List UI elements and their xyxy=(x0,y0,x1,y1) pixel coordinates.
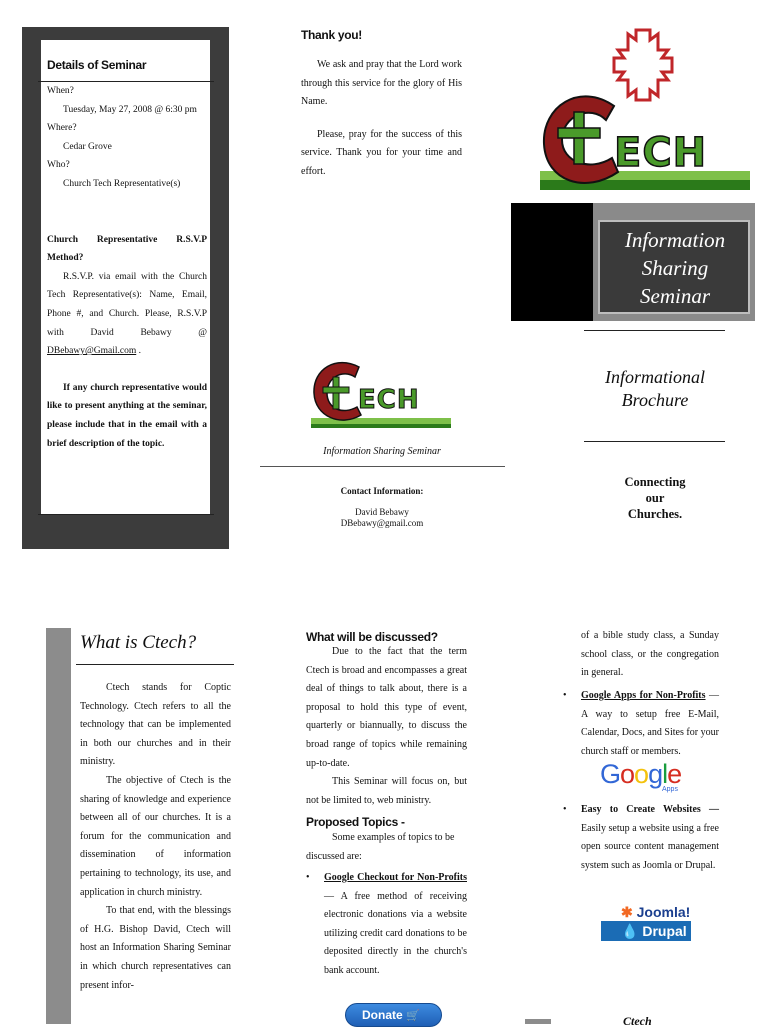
bullet-icon: • xyxy=(563,690,567,701)
who-label: Who? xyxy=(47,160,70,171)
discussed-p1: Due to the fact that the term Ctech is broad and encompasses a great deal of things to talk about, there is a proposal to hold this type of event, quarterly or biannually, to discuss the broad range of topics while remaining up-to-date. xyxy=(306,646,467,769)
divider xyxy=(260,466,505,467)
topics-heading: Proposed Topics - xyxy=(306,815,405,829)
when-value: Tuesday, May 27, 2008 @ 6:30 pm xyxy=(63,104,197,115)
ctech-logo-large xyxy=(540,26,752,196)
subtitle-line: Informational xyxy=(604,367,705,387)
thanks-body xyxy=(301,56,462,182)
col3-continuation: of a bible study class, a Sunday school class, or the congregation in general. xyxy=(581,630,719,679)
joomla-label: Joomla! xyxy=(636,904,691,920)
what-is-p3: To that end, with the blessings of H.G. Bishop David, Ctech will host an Information Sharing Seminar in which church representatives can present infor- xyxy=(80,905,231,991)
rsvp-body: R.S.V.P. via email with the Church Tech Representative(s): Name, Email, Phone #, and Church. Please, R.S.V.P with David Bebawy @ xyxy=(47,271,207,338)
divider xyxy=(76,664,234,665)
cms-logos xyxy=(601,903,691,945)
logo-ech-text: ECH xyxy=(614,130,708,176)
side-bar xyxy=(46,628,71,1024)
logo-ech-text: ECH xyxy=(358,385,420,415)
joomla-icon: ✱ xyxy=(621,904,633,920)
subtitle-line: Brochure xyxy=(621,390,689,410)
cover-title-line: Sharing xyxy=(641,256,709,280)
tagline-line: Churches. xyxy=(627,507,683,521)
what-is-p2: The objective of Ctech is the sharing of knowledge and experience between all of our churches. It is a forum for the communication and dissemination of information pertaining to technology, its use, and application in church ministry. xyxy=(80,774,231,898)
topic-item-1 xyxy=(306,869,467,981)
present-text: If any church representative would like to present anything at the seminar, please include that in the email with a brief description of the topic. xyxy=(47,382,207,449)
footer-ctech: Ctech xyxy=(623,1014,652,1028)
topic-item-2 xyxy=(563,687,720,761)
topic-1-title[interactable]: Google Checkout for Non-Profits xyxy=(324,872,467,883)
donate-button[interactable] xyxy=(345,1003,442,1027)
divider xyxy=(38,514,214,515)
tagline-line: Connecting xyxy=(624,475,686,489)
what-is-body xyxy=(80,679,231,995)
who-value: Church Tech Representative(s) xyxy=(63,178,181,189)
what-is-p1: Ctech stands for Coptic Technology. Ctech refers to all the technology that can be implemented in both our churches and in their ministry. xyxy=(80,682,231,768)
topics-intro: Some examples of topics to be discussed are: xyxy=(306,832,455,862)
when-label: When? xyxy=(47,86,74,96)
discussed-body xyxy=(306,643,467,810)
cover-title-line: Seminar xyxy=(640,284,710,308)
divider xyxy=(584,330,725,331)
ctech-logo-small xyxy=(311,355,451,430)
cover-subtitle xyxy=(584,366,726,412)
topic-3-text: Easily setup a website using a free open source content management system such as Joomla or Drupal. xyxy=(581,822,719,871)
bullet-icon: • xyxy=(306,872,310,883)
discussed-p2: This Seminar will focus on, but not be limited to, web ministry. xyxy=(306,776,467,806)
cover-tagline xyxy=(584,474,726,522)
contact-email[interactable]: DBebawy@gmail.com xyxy=(340,518,424,528)
cart-icon: 🛒 xyxy=(406,1010,420,1022)
topic-item-3 xyxy=(563,801,719,875)
details-heading: Details of Seminar xyxy=(47,58,147,72)
contact-name: David Bebawy xyxy=(355,507,409,517)
donate-label: Donate xyxy=(362,1008,403,1022)
drupal-label: Drupal xyxy=(642,923,687,939)
google-apps-logo: Google Apps xyxy=(600,759,682,793)
where-value: Cedar Grove xyxy=(63,141,112,152)
google-apps-sub: Apps xyxy=(662,786,678,793)
contact-heading: Contact Information: xyxy=(340,486,424,496)
topic-2-text: — A way to setup free E-Mail, Calendar, Docs, and Sites for your church staff or members. xyxy=(581,690,720,757)
topic-2-title[interactable]: Google Apps for Non-Profits xyxy=(581,690,706,701)
contact-caption: Information Sharing Seminar xyxy=(323,446,441,457)
divider xyxy=(584,441,725,442)
cover-title xyxy=(600,226,750,310)
rsvp-text xyxy=(47,268,207,361)
side-bar xyxy=(525,1019,551,1024)
rsvp-email-link[interactable]: DBebawy@Gmail.com xyxy=(47,346,137,357)
details-body xyxy=(47,82,207,453)
bullet-icon: • xyxy=(563,804,567,815)
title-block-black xyxy=(511,203,593,321)
thanks-p2: Please, pray for the success of this service. Thank you for your time and effort. xyxy=(301,128,462,177)
topic-1-text: — A free method of receiving electronic donations via a website utilizing credit card donations to be deposited directly in the church's bank account. xyxy=(324,890,467,976)
cover-title-line: Information xyxy=(624,228,726,252)
tagline-line: our xyxy=(645,491,665,505)
rsvp-end: . xyxy=(138,346,141,357)
where-label: Where? xyxy=(47,123,77,134)
what-is-heading: What is Ctech? xyxy=(80,632,197,653)
drupal-icon: 💧 xyxy=(621,923,639,939)
rsvp-label: Church Representative R.S.V.P Method? xyxy=(47,234,207,264)
topic-3-title: Easy to Create Websites — xyxy=(581,804,719,815)
thanks-heading: Thank you! xyxy=(301,28,363,42)
discussed-heading: What will be discussed? xyxy=(306,630,438,644)
thanks-p1: We ask and pray that the Lord work through this service for the glory of His Name. xyxy=(301,59,462,108)
